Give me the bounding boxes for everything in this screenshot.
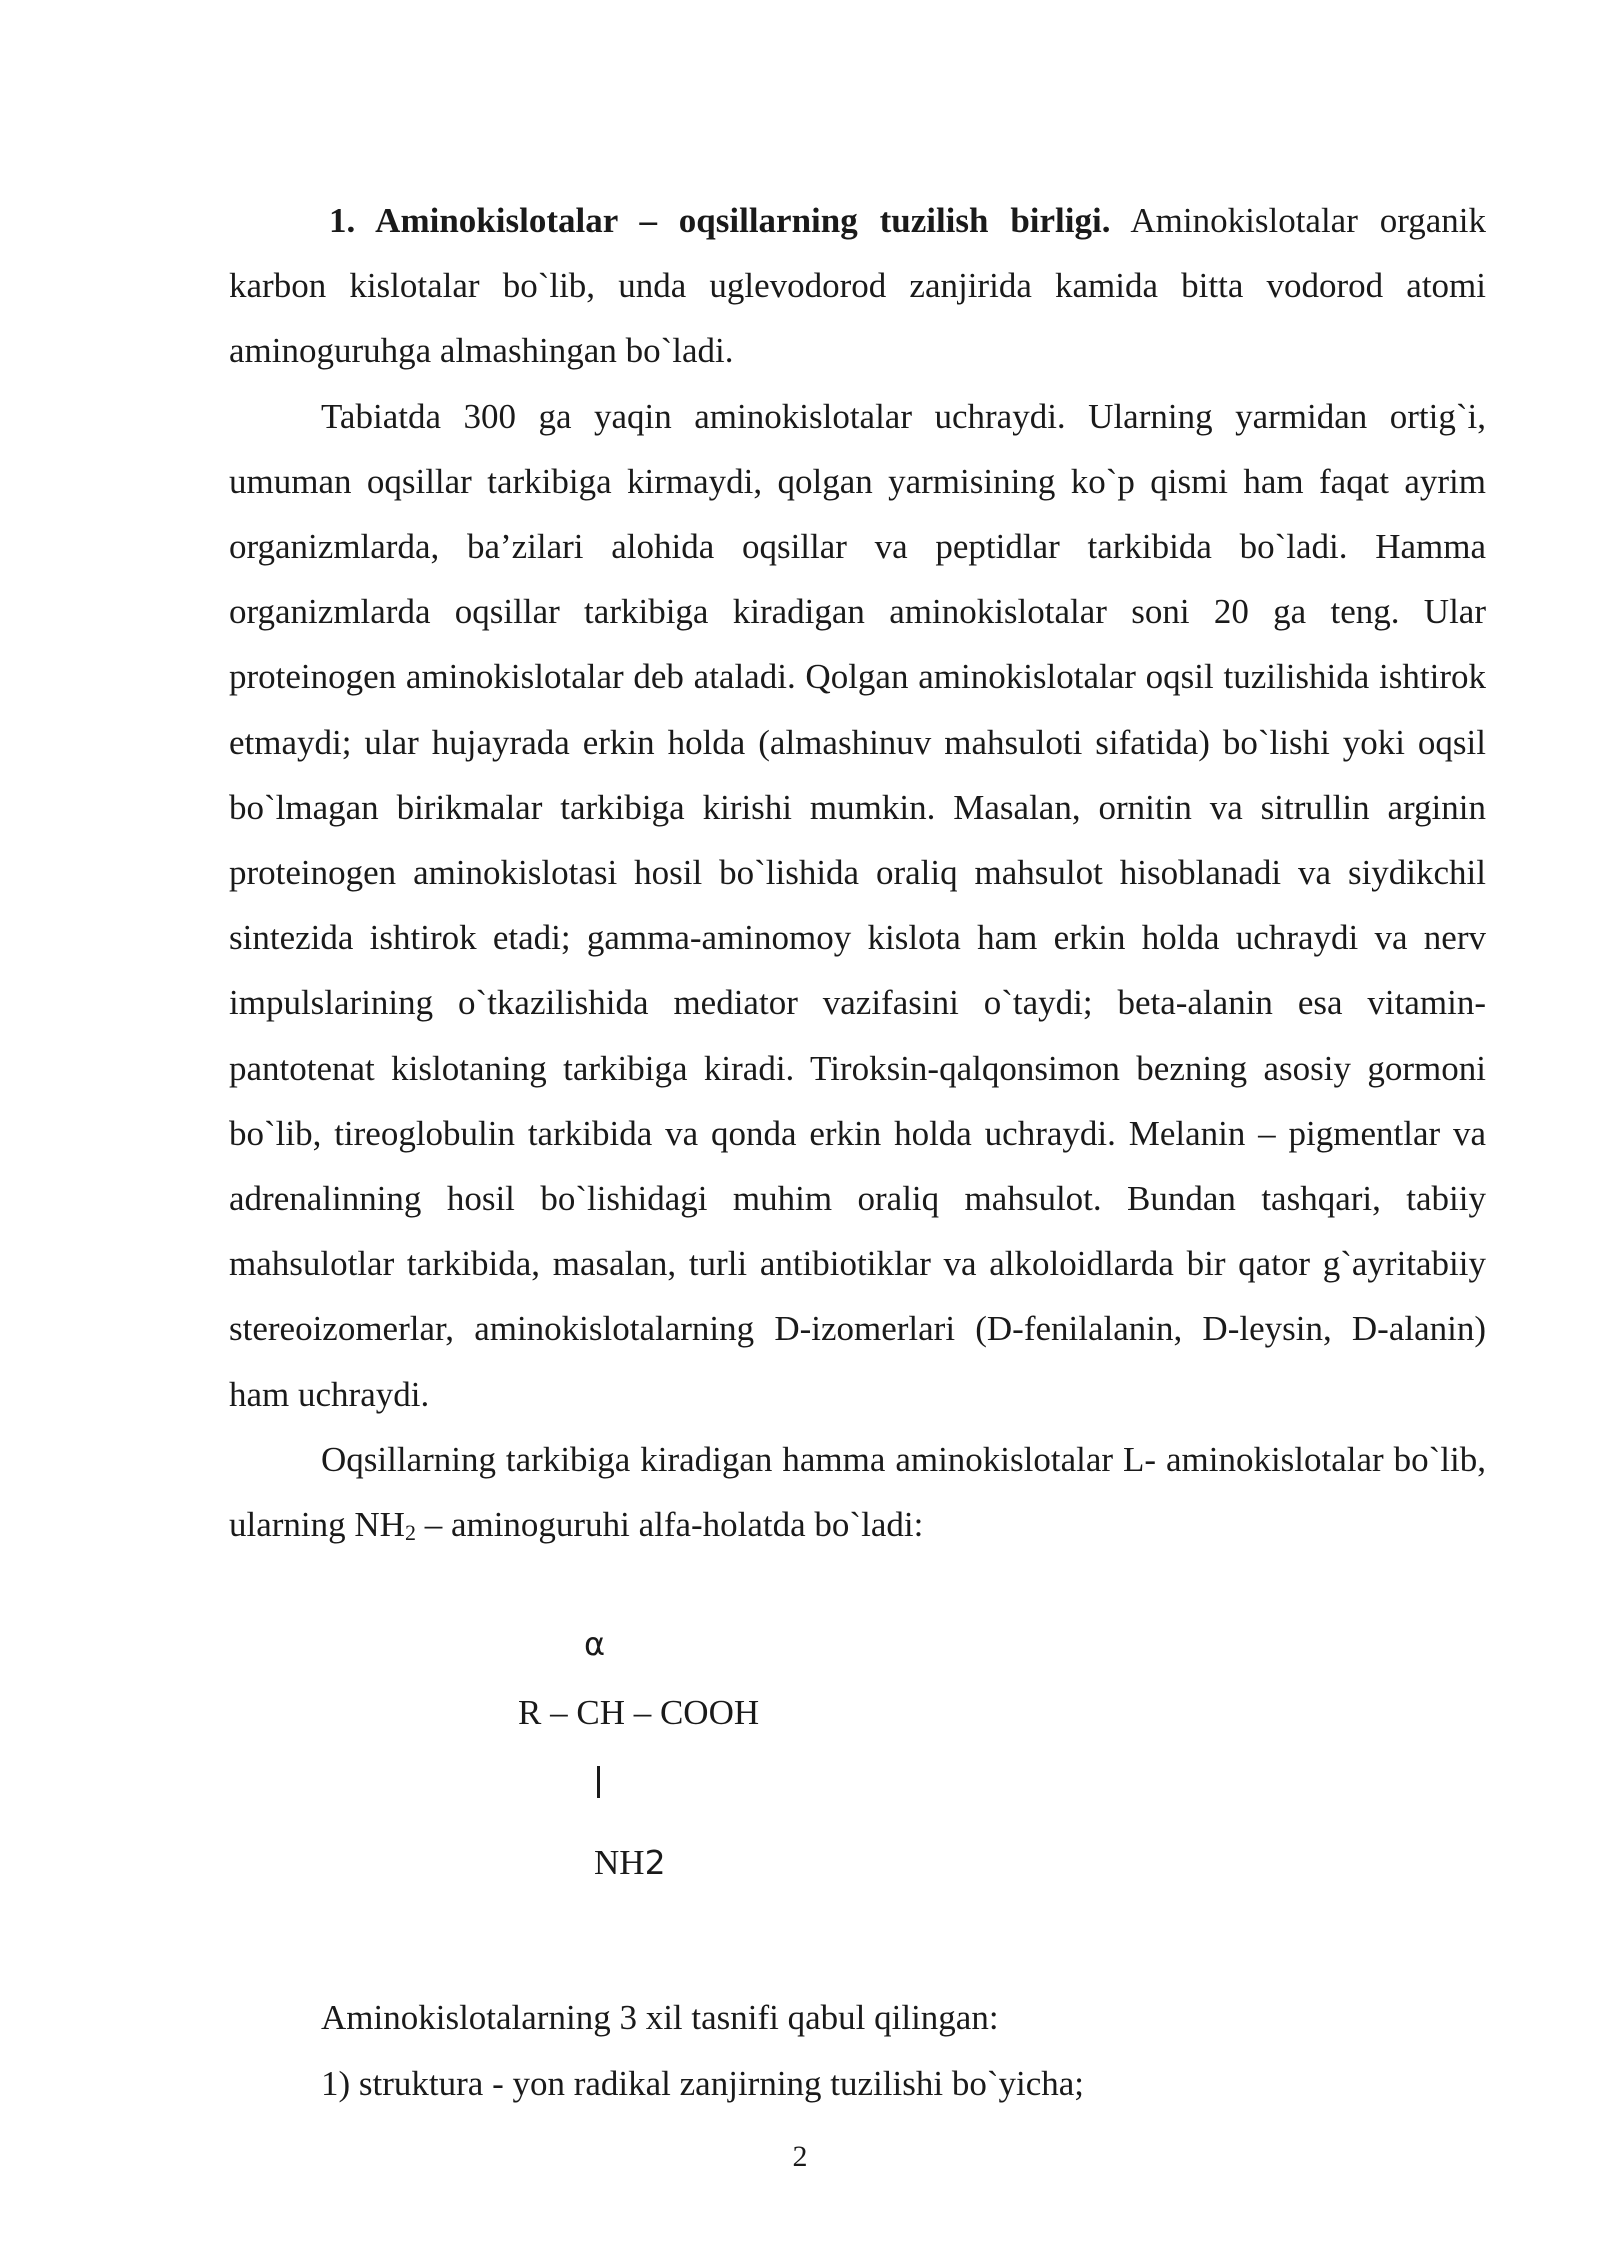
classification-block bbox=[321, 1985, 1084, 2117]
paragraph-amino-acids-nature: Tabiatda 300 ga yaqin aminokislotalar uchraydi. Ularning yarmidan ortig`i, umuman oqsillar tarkibiga kirmaydi, qolgan yarmisining ko`p qismi ham faqat ayrim organizmlarda, ba’zilari alohida oqsillar va peptidlar tarkibida bo`ladi. Hamma organizmlarda oqsillar tarkibiga kiradigan aminokislotalar soni 20 ga teng. Ular proteinogen aminokislotalar deb ataladi. Qolgan aminokislotalar oqsil tuzilishida ishtirok etmaydi; ular hujayrada erkin holda (almashinuv mahsuloti sifatida) bo`lishi yoki oqsil bo`lmagan birikmalar tarkibiga kirishi mumkin. Masalan, ornitin va sitrullin arginin proteinogen aminokislotasi hosil bo`lishida oraliq mahsulot hisoblanadi va siydikchil sintezida ishtirok etadi; gamma-aminomoy kislota ham erkin holda uchraydi va nerv impulslarining o`tkazilishida mediator vazifasini o`taydi; beta-alanin esa vitamin-pantotenat kislotaning tarkibiga kiradi. Tiroksin-qalqonsimon bezning asosiy gormoni bo`lib, tireoglobulin tarkibida va qonda erkin holda uchraydi. Melanin – pigmentlar va adrenalinning hosil bo`lishidagi muhim oraliq mahsulot. Bundan tashqari, tabiiy mahsulotlar tarkibida, masalan, turli antibiotiklar va alkoloidlarda bir qator g`ayritabiiy stereoizomerlar, aminokislotalarning D-izomerlari (D-fenilalanin, D-leysin, D-alanin) ham uchraydi. bbox=[229, 396, 1486, 1414]
section-heading: 1. Aminokislotalar – oqsillarning tuzilish birligi. bbox=[329, 201, 1111, 240]
formula-main-chain: R – CH – COOH bbox=[518, 1693, 760, 1732]
paragraph-intro bbox=[229, 188, 1486, 384]
paragraph-l-text-before: Oqsillarning tarkibiga kiradigan hamma aminokislotalar L- aminokislotalar bo`lib, ularning NH bbox=[229, 1439, 1486, 1545]
paragraph-intro-text: Aminokislotalar organik karbon kislotalar bo`lib, unda uglevodorod zanjirida kamida bitta vodorod atomi aminoguruhga almashingan bo`ladi. bbox=[229, 201, 1486, 371]
page-number: 2 bbox=[792, 2140, 808, 2173]
body-text bbox=[229, 188, 1486, 1557]
formula-two: 2 bbox=[644, 1843, 666, 1882]
formula-bond-line bbox=[597, 1766, 600, 1798]
classification-intro: Aminokislotalarning 3 xil tasnifi qabul qilingan: bbox=[321, 1998, 999, 2037]
paragraph-l-text-after: – aminoguruhi alfa-holatda bo`ladi: bbox=[415, 1505, 924, 1545]
formula-amino-group bbox=[594, 1843, 666, 1883]
subscript-two: 2 bbox=[404, 1520, 416, 1546]
formula-nh: NH bbox=[594, 1843, 645, 1882]
formula-alpha-label: α bbox=[584, 1625, 606, 1663]
paragraph-l-amino-acids bbox=[229, 1427, 1486, 1557]
classification-item-1: 1) struktura - yon radikal zanjirning tuzilishi bo`yicha; bbox=[321, 2064, 1084, 2103]
